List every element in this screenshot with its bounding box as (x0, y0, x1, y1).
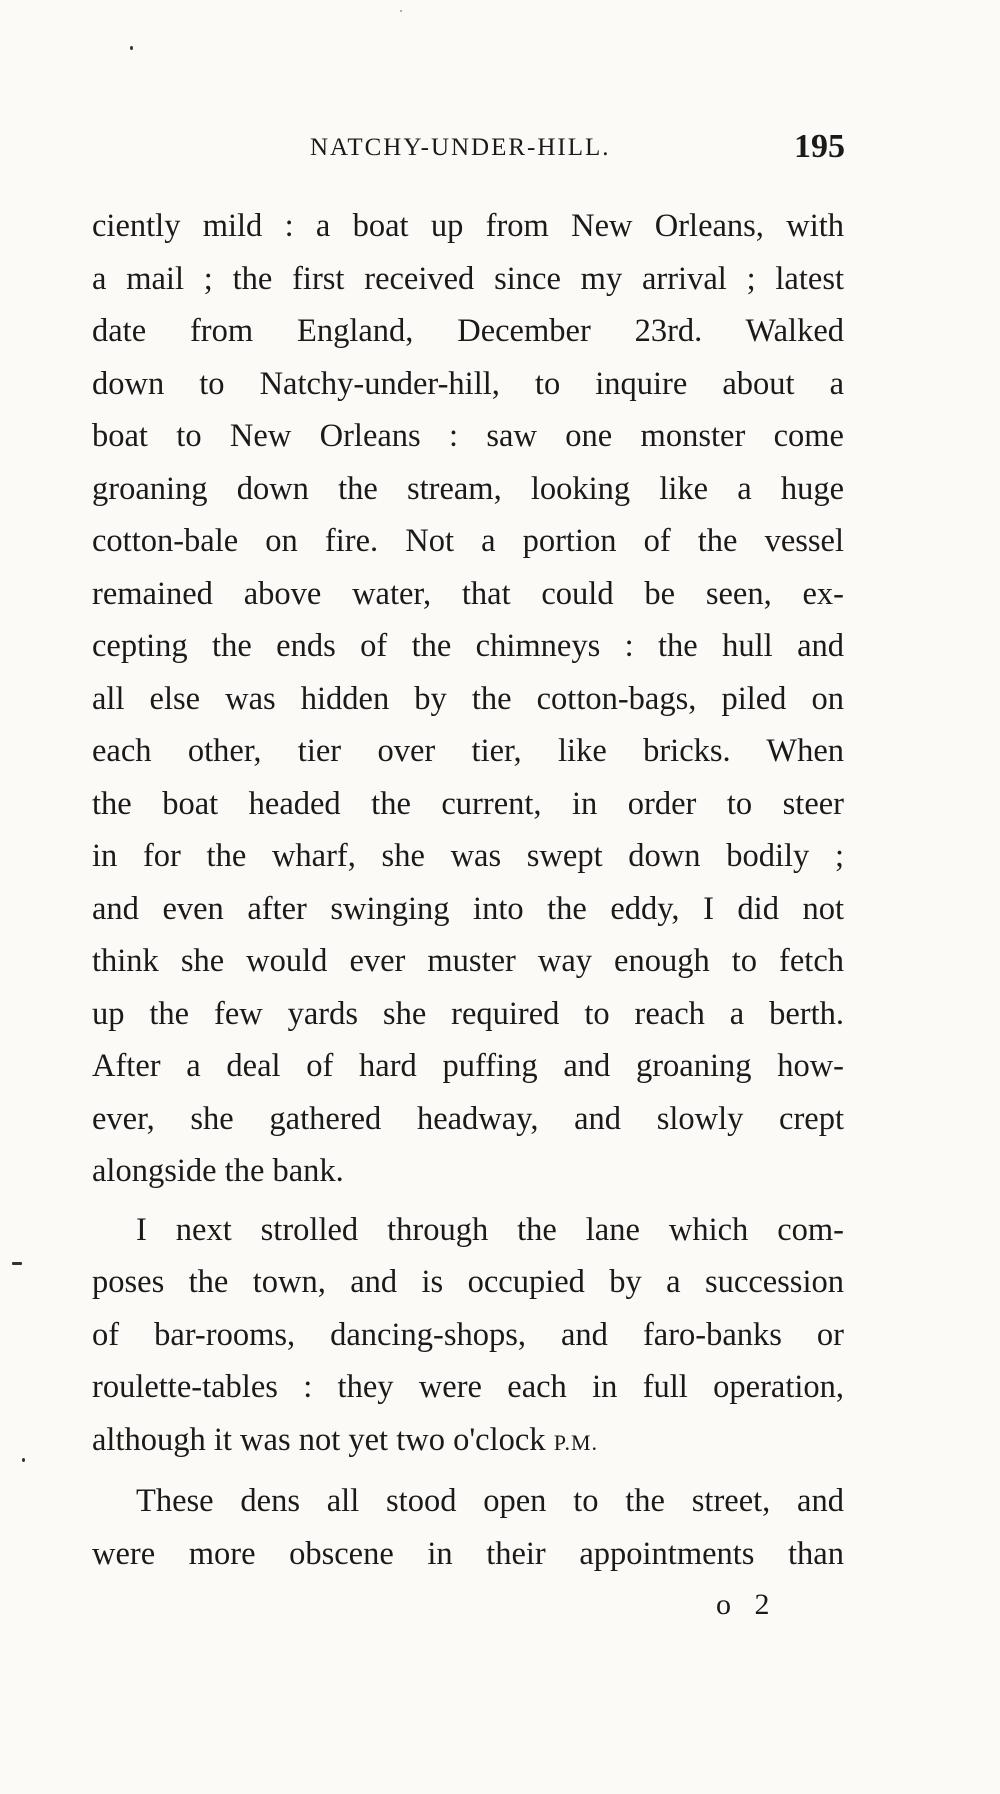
text-line: date from England, December 23rd. Walked (92, 313, 844, 349)
text-line: boat to New Orleans : saw one monster come (92, 418, 844, 454)
text-line: think she would ever muster way enough to fetch (92, 943, 844, 979)
text-line: of bar-rooms, dancing-shops, and faro-banks or (92, 1316, 844, 1353)
text-line: and even after swinging into the eddy, I did not (92, 890, 844, 927)
text-line: each other, tier over tier, like bricks. When (92, 733, 844, 769)
text-line: After a deal of hard puffing and groaning how- (92, 1048, 844, 1084)
text-fragment: although it was not yet two o'clock (92, 1421, 546, 1458)
text-line (92, 1414, 844, 1470)
body-text (92, 200, 844, 1580)
text-line: I next strolled through the lane which com- (136, 1211, 844, 1248)
text-line: were more obscene in their appointments than (92, 1535, 844, 1572)
text-line: ever, she gathered headway, and slowly crept (92, 1100, 844, 1137)
text-line: cotton-bale on fire. Not a portion of the vessel (92, 523, 844, 559)
ink-speck (130, 46, 133, 50)
text-line: groaning down the stream, looking like a huge (92, 470, 844, 507)
text-line: up the few yards she required to reach a berth. (92, 995, 844, 1032)
text-line: a mail ; the first received since my arrival ; latest (92, 260, 844, 297)
text-line: cepting the ends of the chimneys : the hull and (92, 628, 844, 664)
text-line: in for the wharf, she was swept down bodily ; (92, 838, 844, 874)
ink-speck (12, 1262, 22, 1265)
text-line: alongside the bank. (92, 1153, 344, 1189)
text-line: poses the town, and is occupied by a succession (92, 1264, 844, 1300)
text-line: the boat headed the current, in order to steer (92, 785, 844, 822)
text-line: down to Natchy-under-hill, to inquire about a (92, 365, 844, 402)
page-number: 195 (794, 128, 845, 165)
text-line: roulette-tables : they were each in full operation, (92, 1369, 844, 1405)
ink-speck (400, 10, 402, 12)
text-line: remained above water, that could be seen, ex- (92, 575, 844, 612)
text-line: ciently mild : a boat up from New Orleans, with (92, 208, 844, 244)
time-abbreviation: P.M. (553, 1429, 599, 1455)
text-line: These dens all stood open to the street, and (136, 1483, 844, 1519)
running-head (90, 128, 845, 172)
text-line: all else was hidden by the cotton-bags, piled on (92, 680, 844, 717)
running-title: NATCHY-UNDER-HILL. (310, 134, 611, 161)
signature-mark: o 2 (716, 1588, 778, 1621)
ink-speck (22, 1458, 25, 1462)
